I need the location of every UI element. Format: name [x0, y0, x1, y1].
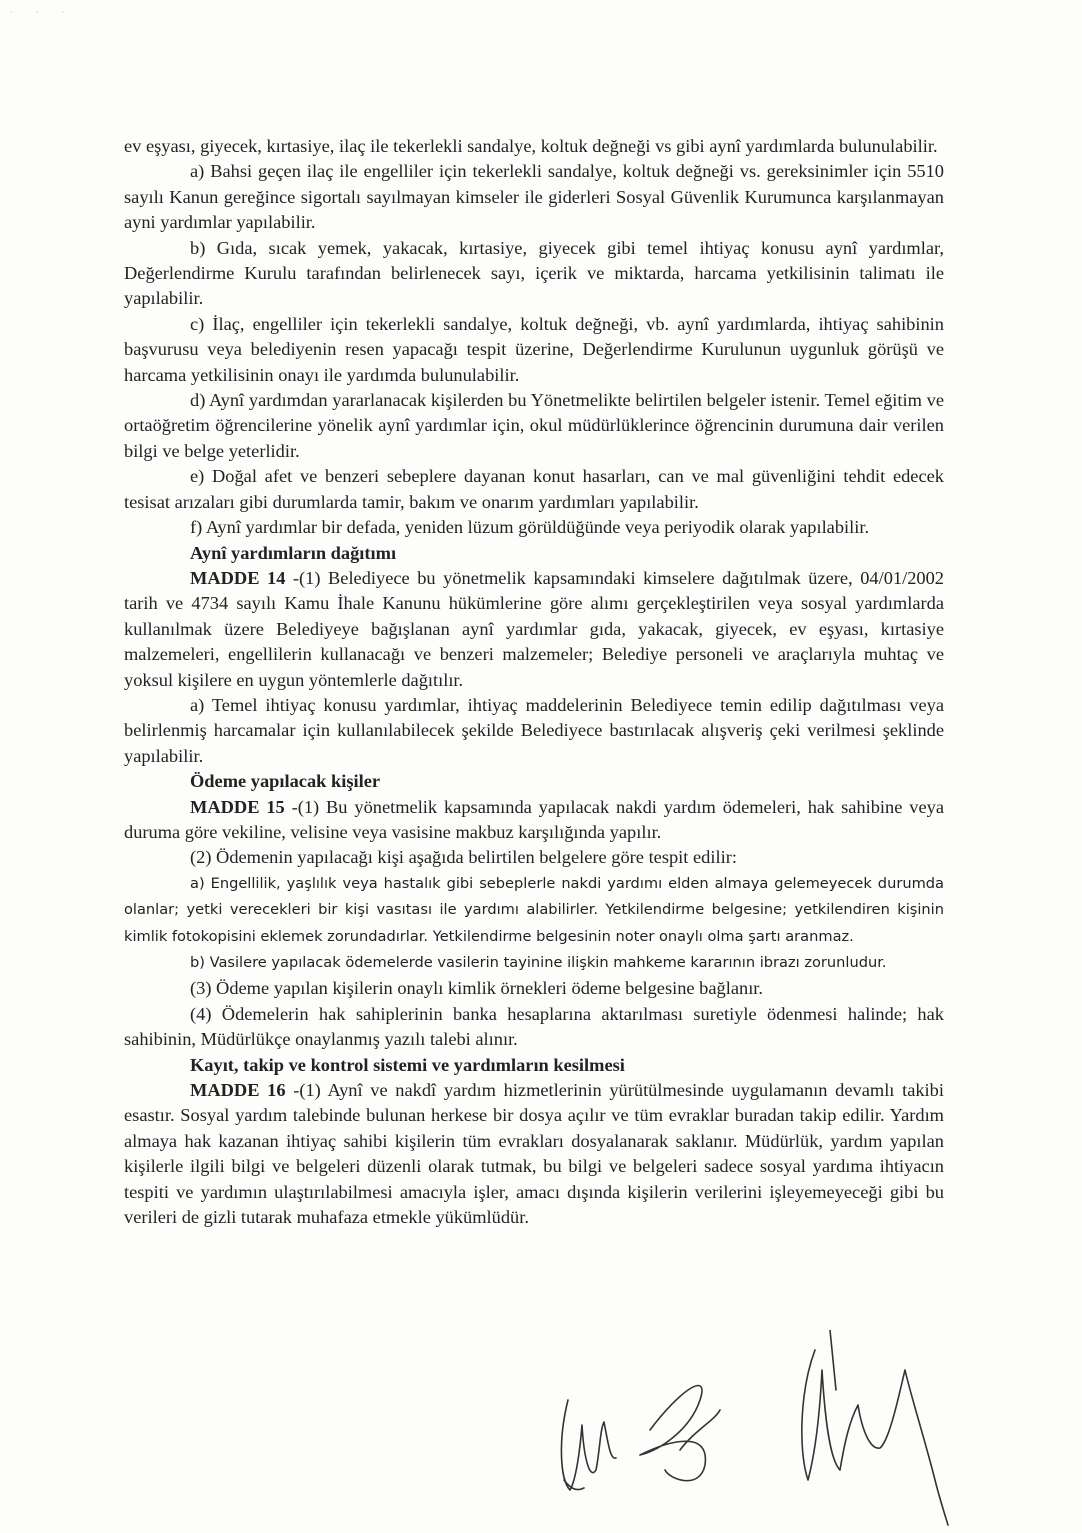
clause-paragraph: c) İlaç, engelliler için tekerlekli sandalye, koltuk değneği, vb. aynî yardımlarda, ihtiyaç sahibinin başvurusu veya belediyenin resen yapacağı tespit üzerine, Değerlendirme Kurulunun uygunluk görüşü ve harcama yetkilisinin onayı ile yardımda bulunulabilir.: [124, 313, 944, 385]
clause-paragraph: e) Doğal afet ve benzeri sebeplere dayanan konut hasarları, can ve mal güvenliğini tehdit edecek tesisat arızaları gibi durumlarda tamir, bakım ve onarım yardımları yapılabilir.: [124, 466, 944, 512]
article-paragraph: [124, 566, 944, 693]
clause-paragraph: (4) Ödemelerin hak sahiplerinin banka hesaplarına aktarılması suretiyle ödenmesi halinde; hak sahibinin, Müdürlükçe onaylanmış yazılı talebi alınır.: [124, 1003, 944, 1050]
clause-paragraph: (3) Ödeme yapılan kişilerin onaylı kimlik örnekleri ödeme belgesine bağlanır.: [190, 978, 764, 999]
clause-paragraph: a) Temel ihtiyaç konusu yardımlar, ihtiyaç maddelerinin Belediyece temin edilip dağıtılması veya belirlenmiş harcamalar için kullanılabilecek şekilde Belediyece bastırılacak alışveriş çeki verilmesi şeklinde yapılabilir.: [124, 694, 944, 766]
article-label: MADDE 14: [190, 567, 286, 588]
document-body: [124, 134, 944, 1230]
section-heading: Kayıt, takip ve kontrol sistemi ve yardımların kesilmesi: [190, 1054, 625, 1075]
article-label: MADDE 16: [190, 1080, 286, 1101]
article-text: -(1) Belediyece bu yönetmelik kapsamındaki kimselere dağıtılmak üzere, 04/01/2002 tarih ve 4734 sayılı Kamu İhale Kanunu hükümlerine göre alımı gerçekleştirilen veya sosyal yardımlarda kullanılmak üzere Belediyeye bağışlanan aynî yardımlar gıda, yakacak, giyecek, ev eşyası, kırtasiye malzemeleri, engellilerin kullanacağı ve benzeri malzemeler; Belediye personeli ve araçlarıyla muhtaç ve yoksul kişilere en uygun yöntemlerle dağıtılır.: [124, 567, 944, 690]
article-paragraph: [124, 1078, 944, 1230]
clause-paragraph: f) Aynî yardımlar bir defada, yeniden lüzum görüldüğünde veya periyodik olarak yapılabilir.: [190, 517, 870, 538]
clause-paragraph: a) Bahsi geçen ilaç ile engelliler için tekerlekli sandalye, koltuk değneği vs. gereksinimler için 5510 sayılı Kanun gereğince sigortalı sayılmayan kimseler ile giderleri Sosyal Güvenlik Kurumunca karşılanmayan ayni yardımlar yapılabilir.: [124, 161, 944, 233]
signature-1: [561, 1400, 616, 1490]
article-text: -(1) Bu yönetmelik kapsamında yapılacak nakdi yardım ödemeleri, hak sahibine veya duruma göre vekiline, velisine veya vasisine makbuz karşılığında yapılır.: [124, 796, 944, 842]
article-paragraph: [124, 795, 944, 846]
clause-paragraph: b) Vasilere yapılacak ödemelerde vasilerin tayinine ilişkin mahkeme kararının ibrazı zorunludur.: [190, 954, 887, 971]
clause-paragraph: a) Engellilik, yaşlılık veya hastalık gibi sebeplerle nakdi yardımı elden almaya gelemeyecek durumda olanlar; yetki verecekleri bir kişi vasıtası ile yardımı alabilirler. Yetkilendirme belgesine; yetkilendiren kişinin kimlik fotokopisini eklemek zorundadırlar. Yetkilendirme belgesinin noter onaylı olma şartı aranmaz.: [124, 874, 944, 945]
scan-artifact-marks: ⋅ ⋅ ⋅: [10, 8, 75, 18]
signatures: [540, 1330, 970, 1530]
clause-paragraph: b) Gıda, sıcak yemek, yakacak, kırtasiye, giyecek gibi temel ihtiyaç konusu aynî yardımlar, Değerlendirme Kurulu tarafından belirlenecek sayı, içerik ve miktarda, harcama yetkilisinin talimatı ile yapılabilir.: [124, 237, 944, 309]
article-text: -(1) Aynî ve nakdî yardım hizmetlerinin yürütülmesinde uygulamanın devamlı takibi esastır. Sosyal yardım talebinde bulunan herkese bir dosya açılır ve tüm evraklar buradan takip edilir. Yardım almaya hak kazanan ihtiyaç sahibi kişilerin tüm evrakları dosyalanarak saklanır. Müdürlük, yardım yapılan kişilerle ilgili bilgi ve belgeleri düzenli olarak tutmak, bu bilgi ve belgeleri sadece sosyal yardıma ihtiyacın tespiti ve yardımın ulaştırılabilmesi amacıyla işler, amacı dışında kişilerin verilerini işleyemeyeceği gibi bu verileri de gizli tutarak muhafaza etmekle yükümlüdür.: [124, 1080, 944, 1228]
clause-paragraph: (2) Ödemenin yapılacağı kişi aşağıda belirtilen belgelere göre tespit edilir:: [190, 847, 737, 868]
section-heading: Ödeme yapılacak kişiler: [190, 771, 381, 792]
body-paragraph: ev eşyası, giyecek, kırtasiye, ilaç ile tekerlekli sandalye, koltuk değneği vs gibi aynî yardımlarda bulunulabilir.: [124, 136, 938, 156]
section-heading: Aynî yardımların dağıtımı: [190, 542, 397, 563]
signature-3: [802, 1350, 948, 1525]
clause-paragraph: d) Aynî yardımdan yararlanacak kişilerden bu Yönetmelikte belirtilen belgeler istenir. Temel eğitim ve ortaöğretim öğrencilerine yönelik aynî yardımlar için, okul müdürlüklerince öğrencinin durumuna dair verilen bilgi ve belge yeterlidir.: [124, 390, 944, 461]
signature-2: [640, 1386, 720, 1481]
article-label: MADDE 15: [190, 796, 285, 817]
